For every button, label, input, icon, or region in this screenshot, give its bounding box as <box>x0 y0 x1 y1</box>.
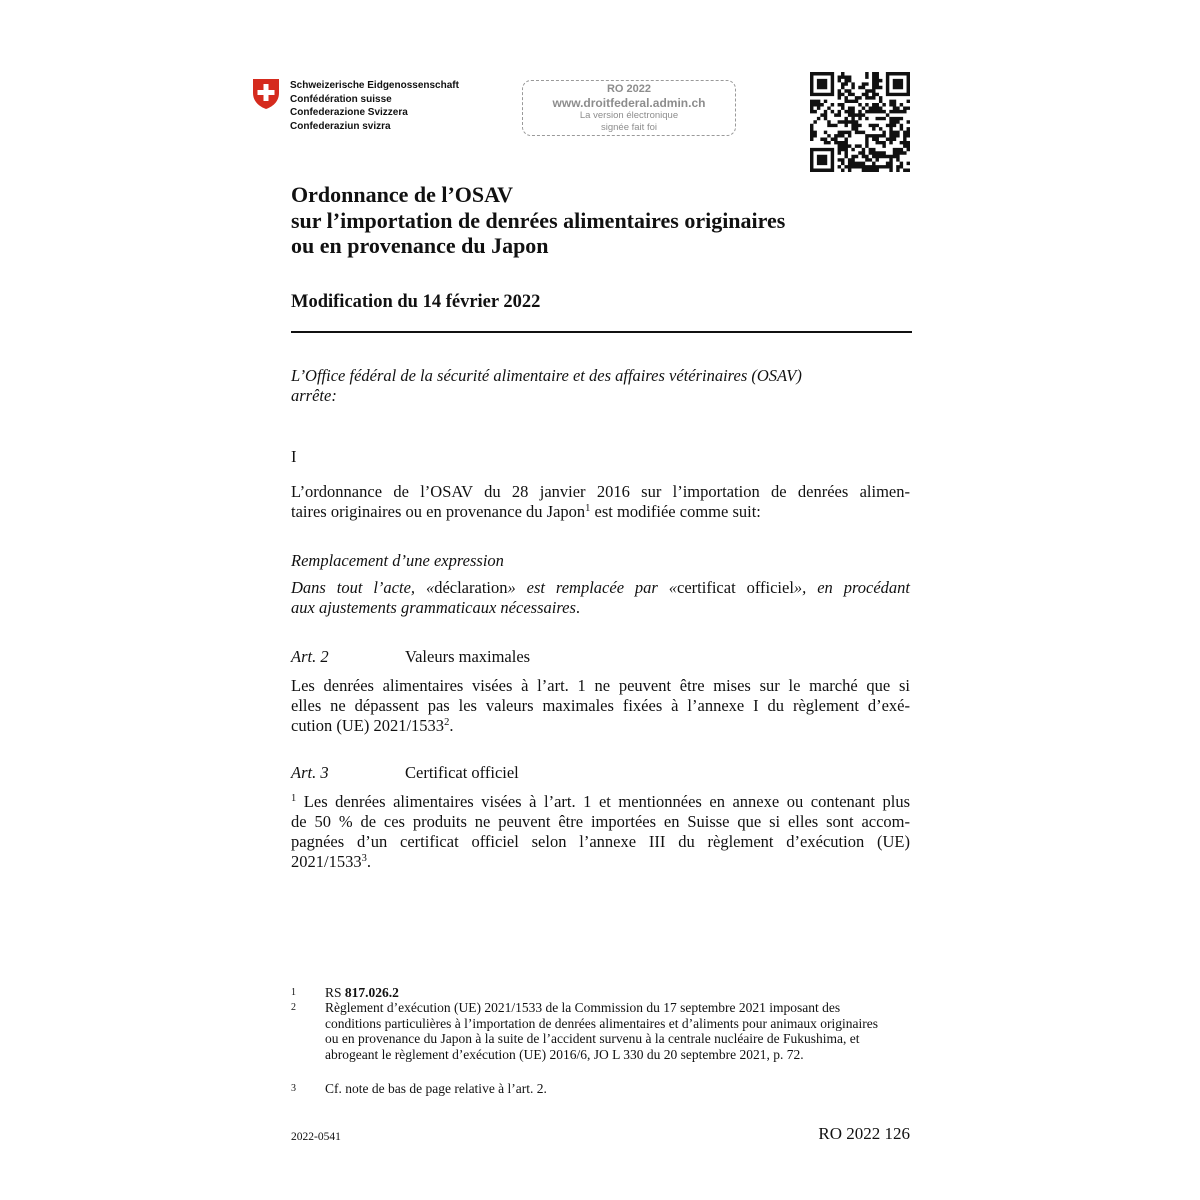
intro-paragraph <box>291 482 910 522</box>
official-collection-reference: RO 2022 126 <box>818 1124 910 1143</box>
swiss-coat-of-arms-icon <box>252 78 280 110</box>
document-number: 2022-0541 <box>291 1131 341 1143</box>
stamp-collection: RO 2022 <box>606 83 652 95</box>
replacement-text-c: » est remplacée par « <box>507 578 678 597</box>
electronic-version-stamp <box>522 80 736 136</box>
replacement-old-term: déclaration <box>434 578 508 597</box>
article-2-number: Art. 2 <box>291 647 329 666</box>
qr-pattern <box>810 72 910 172</box>
replacement-heading: Remplacement d’une expression <box>291 551 504 570</box>
confederation-name-rm: Confederaziun svizra <box>290 120 391 132</box>
article-3-line-3: pagnées d’un certificat officiel selon l’annexe III du règlement d’exécution (UE) <box>291 832 910 851</box>
paragraph-number: 1 <box>291 793 297 804</box>
replacement-line-2 <box>291 598 910 618</box>
stamp-website: www.droitfederal.admin.ch <box>552 96 706 110</box>
footnote-ref-2: 2 <box>444 717 450 728</box>
article-2-title: Valeurs maximales <box>405 647 531 666</box>
title-line-2: sur l’importation de denrées alimentaires originaires <box>291 207 786 233</box>
article-3-paragraph <box>291 792 910 872</box>
modification-date: Modification du 14 février 2022 <box>291 292 541 312</box>
replacement-line-1 <box>291 578 910 598</box>
stamp-note-line2: signée fait foi <box>601 121 657 133</box>
replacement-text-f: aux ajustements grammaticaux nécessaires <box>291 598 576 617</box>
article-3-number: Art. 3 <box>291 763 329 782</box>
footnote-sr-number: 817.026.2 <box>344 985 399 1000</box>
title-line-3: ou en provenance du Japon <box>291 233 549 258</box>
footnote-ref-1: 1 <box>585 503 591 514</box>
intro-text-end: est modifiée comme suit: <box>590 502 761 521</box>
title-line-1: Ordonnance de l’OSAV <box>291 182 514 207</box>
article-3-line-4 <box>291 852 910 872</box>
confederation-name-de: Schweizerische Eidgenossenschaft <box>290 80 459 91</box>
article-2-line-1: Les denrées alimentaires visées à l’art. 1 ne peuvent être mises sur le marché que si <box>291 676 910 695</box>
preamble-line-2: arrête: <box>291 386 337 405</box>
title-divider <box>291 331 912 333</box>
intro-line-1: L’ordonnance de l’OSAV du 28 janvier 2016 sur l’importation de denrées alimen- <box>291 482 910 501</box>
footnote-number: 2 <box>291 1002 296 1013</box>
article-3-text-4: 2021/1533 <box>291 852 362 871</box>
footnote-text <box>325 985 890 1001</box>
article-2-line-2: elles ne dépassent pas les valeurs maximales fixées à l’annexe I du règlement d’exé- <box>291 696 910 715</box>
article-2-line-3 <box>291 716 910 736</box>
replacement-text-e: », en procédant <box>793 578 910 597</box>
footnote-ref-3: 3 <box>361 853 367 864</box>
replacement-text-g: . <box>575 598 580 617</box>
intro-text: taires originaires ou en provenance du Japon <box>291 502 586 521</box>
article-2-paragraph <box>291 676 910 736</box>
page-title <box>291 182 785 259</box>
article-2-text: cution (UE) 2021/1533 <box>291 716 445 735</box>
confederation-name-it: Confederazione Svizzera <box>290 107 408 118</box>
article-3-line-2: de 50 % de ces produits ne peuvent être importées en Suisse que si elles sont accom- <box>291 812 910 831</box>
confederation-name-fr: Confédération suisse <box>290 93 392 105</box>
footnote-number: 3 <box>291 1083 296 1094</box>
article-2-text-end: . <box>449 716 454 735</box>
replacement-text-a: Dans tout l’acte, « <box>291 578 435 597</box>
section-numeral: I <box>291 447 297 466</box>
intro-line-2 <box>291 502 910 522</box>
replacement-paragraph <box>291 578 910 618</box>
confederation-names <box>290 79 459 133</box>
article-3-text-end: . <box>366 852 371 871</box>
qr-code-icon <box>810 72 910 172</box>
footnote-text: Cf. note de bas de page relative à l’art. 2. <box>325 1081 547 1096</box>
preamble <box>291 366 802 406</box>
stamp-note-line1: La version électronique <box>579 110 679 121</box>
replacement-new-term: certificat officiel <box>677 578 794 597</box>
footnote-text: Règlement d’exécution (UE) 2021/1533 de la Commission du 17 septembre 2021 imposant des conditions particulières à l’importation de denrées alimentaires et d’aliments pour animaux originaires ou en provenance du Japon à la suite de l’accident survenu à la centrale nucléaire de Fukushima, et abrogeant le règlement d’exécution (UE) 2016/6, JO L 330 du 20 septembre 2021, p. 72. <box>325 1000 878 1062</box>
footnote-number: 1 <box>291 987 296 998</box>
footnote-prefix: RS <box>325 985 345 1000</box>
article-3-line-1 <box>291 792 910 812</box>
preamble-line-1: L’Office fédéral de la sécurité alimentaire et des affaires vétérinaires (OSAV) <box>291 366 802 385</box>
article-3-title: Certificat officiel <box>405 763 519 782</box>
article-3-text-1: Les denrées alimentaires visées à l’art. 1 et mentionnées en annexe ou contenant plus <box>296 792 910 811</box>
